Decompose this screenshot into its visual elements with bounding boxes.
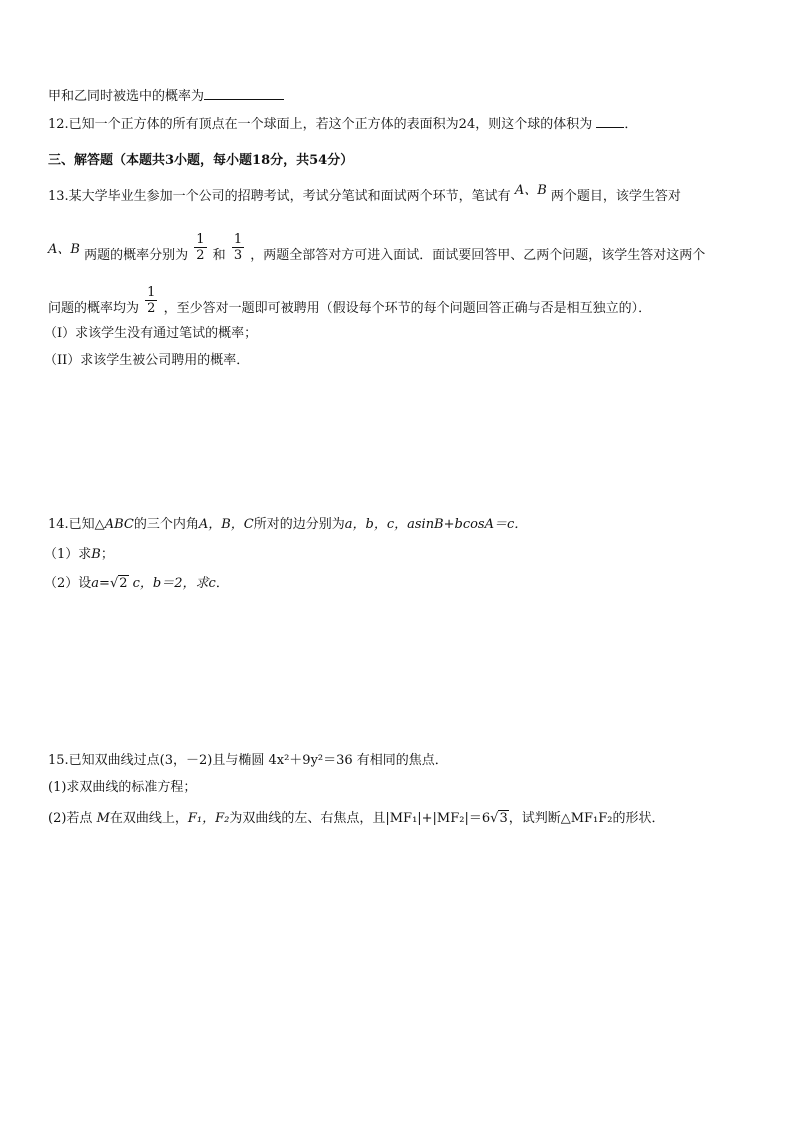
q13-line3-b: ，至少答对一题即可被聘用（假设每个环节的每个问题回答正确与否是相互独立的）． (163, 301, 652, 316)
q14-p2e: ． (215, 576, 229, 591)
q15-part1: (1)求双曲线的标准方程； (48, 780, 197, 795)
answer-blank (204, 87, 284, 100)
q14-l1b: 的三个内角 (133, 517, 199, 532)
section-heading: 三、解答题（本题共3小题，每小题18分，共54分） (48, 153, 354, 168)
q15-p2d: ，试判断△MF₁F₂的形状． (508, 811, 665, 826)
sqrt-3: √3 (490, 811, 508, 826)
q14-eq: asinB+bcosA＝c． (407, 517, 528, 532)
q15-f: F₁，F₂ (187, 811, 230, 826)
q13-ab: A、B (514, 183, 547, 198)
q14-p2b: a= (91, 576, 110, 591)
frac-num: 1 (147, 285, 156, 300)
q14-vars: A，B，C (198, 517, 254, 532)
q13-line1 (48, 183, 681, 206)
q15-p2b: 在双曲线上， (109, 811, 188, 826)
q14-l1c: 所对的边分别为 (253, 517, 345, 532)
q15-p2c: 为双曲线的左、右焦点，且|MF₁|+|MF₂|＝6 (229, 811, 491, 826)
sqrt-2: √2 (109, 576, 128, 591)
q13-line1-end: 两个题目，该学生答对 (550, 189, 681, 204)
q15-p2a: (2)若点 (48, 811, 93, 826)
q13-line2-b: ，两题全部答对方可进入面试．面试要回答甲、乙两个问题，该学生答对这两个 (250, 248, 706, 263)
q14-p2c: c，b＝2，求 (132, 576, 209, 591)
q14-sides: a，b，c， (344, 517, 408, 532)
q13-line3 (48, 285, 652, 324)
q13-line3-a: 问题的概率均为 (48, 301, 140, 316)
q13-line2 (48, 232, 706, 271)
frac-num: 1 (233, 232, 243, 247)
fraction-1-2-b (145, 285, 157, 316)
q14-p1b: B (91, 547, 101, 562)
q14-abc: ABC (104, 517, 134, 532)
fraction-1-2 (194, 232, 206, 263)
q14-line1 (48, 516, 527, 534)
q15-m: M (96, 811, 110, 826)
q13-line1-text: 13.某大学毕业生参加一个公司的招聘考试，考试分笔试和面试两个环节，笔试有 (48, 189, 511, 204)
sqrt-radicand: 2 (119, 576, 128, 591)
q14-p2a: （2）设 (44, 576, 92, 591)
q15-line1: 15.已知双曲线过点(3，－2)且与椭圆 4x²＋9y²＝36 有相同的焦点． (48, 753, 448, 768)
fraction-1-3 (232, 232, 244, 263)
q13-line2-a: 两题的概率分别为 (84, 248, 189, 263)
frac-den: 3 (233, 248, 243, 263)
answer-blank (596, 115, 624, 128)
q14-p1a: （1）求 (44, 547, 92, 562)
frac-num: 1 (196, 232, 205, 247)
q14-part1 (44, 546, 114, 564)
frac-den: 2 (147, 301, 156, 316)
q12 (48, 115, 637, 134)
q12-text: 12.已知一个正方体的所有顶点在一个球面上，若这个正方体的表面积为24，则这个球的体积为 (48, 117, 593, 132)
q15-part2 (48, 810, 665, 828)
q14-part2 (44, 575, 229, 593)
q11-text: 甲和乙同时被选中的概率为 (48, 89, 205, 104)
q13-he: 和 (212, 248, 226, 263)
q14-p1c: ； (100, 547, 114, 562)
q13-ab-2: A、B (48, 242, 80, 257)
sqrt-radicand: 3 (499, 811, 508, 826)
q14-l1a: 14.已知△ (48, 517, 105, 532)
q13-part1: （I）求该学生没有通过笔试的概率； (44, 326, 258, 341)
q11-tail (48, 87, 284, 106)
q12-end: ． (624, 117, 638, 132)
frac-den: 2 (196, 248, 205, 263)
q14-p2d: c (208, 576, 216, 591)
q13-part2: （II）求该学生被公司聘用的概率． (44, 353, 250, 368)
